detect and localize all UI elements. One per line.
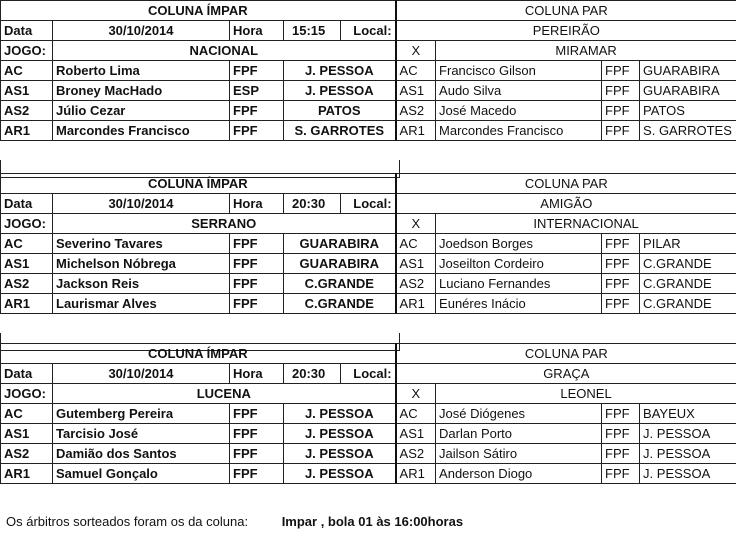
- par-role: AS2: [396, 101, 436, 121]
- draw-result: [6, 514, 463, 529]
- impar-city: C.GRANDE: [284, 274, 396, 294]
- impar-city: C.GRANDE: [284, 294, 396, 314]
- par-role: AR1: [396, 294, 436, 314]
- match-time: 20:30: [284, 364, 341, 383]
- par-role: AC: [396, 234, 436, 254]
- par-federation: FPF: [602, 274, 640, 294]
- impar-role: AC: [1, 61, 53, 81]
- time-label: Hora: [230, 364, 284, 384]
- draw-result-value: Impar , bola 01 às 16:00horas: [281, 514, 464, 529]
- impar-referee-name: Michelson Nóbrega: [53, 254, 230, 274]
- home-team: LUCENA: [53, 384, 396, 404]
- impar-city: J. PESSOA: [284, 424, 396, 444]
- par-federation: FPF: [602, 294, 640, 314]
- par-federation: FPF: [602, 444, 640, 464]
- match-time: 20:30: [284, 194, 341, 213]
- impar-role: AS2: [1, 101, 53, 121]
- time-label: Hora: [230, 21, 284, 41]
- par-referee-name: Joseilton Cordeiro: [436, 254, 602, 274]
- impar-role: AC: [1, 234, 53, 254]
- par-role: AC: [396, 61, 436, 81]
- par-role: AS1: [396, 81, 436, 101]
- impar-city: GUARABIRA: [284, 234, 396, 254]
- par-city: C.GRANDE: [640, 274, 736, 294]
- par-city: J. PESSOA: [640, 464, 736, 484]
- impar-column-title: COLUNA ÍMPAR: [1, 344, 396, 364]
- draw-result-label: Os árbitros sorteados foram os da coluna:: [6, 514, 249, 529]
- away-team: MIRAMAR: [436, 41, 736, 61]
- par-city: C.GRANDE: [640, 294, 736, 314]
- match-venue: GRAÇA: [396, 364, 736, 384]
- time-label: Hora: [230, 194, 284, 214]
- par-city: J. PESSOA: [640, 444, 736, 464]
- time-local-cell: [284, 194, 396, 214]
- impar-federation: FPF: [230, 234, 284, 254]
- date-label: Data: [1, 364, 53, 384]
- par-city: GUARABIRA: [640, 81, 736, 101]
- impar-city: J. PESSOA: [284, 61, 396, 81]
- par-column-title: COLUNA PAR: [396, 174, 736, 194]
- impar-federation: FPF: [230, 274, 284, 294]
- impar-referee-name: Laurismar Alves: [53, 294, 230, 314]
- match-label: JOGO:: [1, 384, 53, 404]
- impar-federation: ESP: [230, 81, 284, 101]
- impar-referee-name: Gutemberg Pereira: [53, 404, 230, 424]
- par-referee-name: Luciano Fernandes: [436, 274, 602, 294]
- impar-city: PATOS: [284, 101, 396, 121]
- par-role: AS2: [396, 444, 436, 464]
- impar-city: J. PESSOA: [284, 404, 396, 424]
- impar-federation: FPF: [230, 404, 284, 424]
- match-date: 30/10/2014: [53, 21, 230, 41]
- impar-city: GUARABIRA: [284, 254, 396, 274]
- impar-referee-name: Júlio Cezar: [53, 101, 230, 121]
- impar-referee-name: Jackson Reis: [53, 274, 230, 294]
- impar-referee-name: Damião dos Santos: [53, 444, 230, 464]
- match-venue: AMIGÃO: [396, 194, 736, 214]
- par-federation: FPF: [602, 81, 640, 101]
- impar-referee-name: Samuel Gonçalo: [53, 464, 230, 484]
- par-referee-name: Marcondes Francisco: [436, 121, 602, 141]
- impar-city: J. PESSOA: [284, 444, 396, 464]
- date-label: Data: [1, 194, 53, 214]
- local-label: Local:: [353, 23, 392, 38]
- impar-role: AS2: [1, 444, 53, 464]
- time-local-cell: [284, 21, 396, 41]
- impar-role: AR1: [1, 464, 53, 484]
- impar-role: AS1: [1, 254, 53, 274]
- par-federation: FPF: [602, 121, 640, 141]
- local-label: Local:: [353, 196, 392, 211]
- impar-federation: FPF: [230, 294, 284, 314]
- impar-federation: FPF: [230, 424, 284, 444]
- match-label: JOGO:: [1, 214, 53, 234]
- impar-role: AR1: [1, 121, 53, 141]
- par-federation: FPF: [602, 101, 640, 121]
- par-role: AC: [396, 404, 436, 424]
- home-team: NACIONAL: [53, 41, 396, 61]
- par-city: BAYEUX: [640, 404, 736, 424]
- impar-column-title: COLUNA ÍMPAR: [1, 174, 396, 194]
- par-referee-name: José Macedo: [436, 101, 602, 121]
- par-city: PILAR: [640, 234, 736, 254]
- away-team: INTERNACIONAL: [436, 214, 736, 234]
- versus-marker: X: [396, 384, 436, 404]
- match-time: 15:15: [284, 21, 341, 40]
- par-referee-name: Francisco Gilson: [436, 61, 602, 81]
- par-federation: FPF: [602, 61, 640, 81]
- impar-federation: FPF: [230, 101, 284, 121]
- par-role: AS1: [396, 254, 436, 274]
- impar-role: AS1: [1, 81, 53, 101]
- impar-federation: FPF: [230, 121, 284, 141]
- par-federation: FPF: [602, 254, 640, 274]
- par-referee-name: José Diógenes: [436, 404, 602, 424]
- impar-federation: FPF: [230, 444, 284, 464]
- match-venue: PEREIRÃO: [396, 21, 736, 41]
- par-city: C.GRANDE: [640, 254, 736, 274]
- scale-table: [0, 0, 736, 141]
- impar-role: AR1: [1, 294, 53, 314]
- impar-federation: FPF: [230, 254, 284, 274]
- match-label: JOGO:: [1, 41, 53, 61]
- par-federation: FPF: [602, 464, 640, 484]
- away-team: LEONEL: [436, 384, 736, 404]
- home-team: SERRANO: [53, 214, 396, 234]
- impar-city: J. PESSOA: [284, 81, 396, 101]
- par-referee-name: Jailson Sátiro: [436, 444, 602, 464]
- match-date: 30/10/2014: [53, 364, 230, 384]
- par-role: AS2: [396, 274, 436, 294]
- impar-role: AC: [1, 404, 53, 424]
- par-column-title: COLUNA PAR: [396, 1, 736, 21]
- impar-referee-name: Roberto Lima: [53, 61, 230, 81]
- par-federation: FPF: [602, 234, 640, 254]
- versus-marker: X: [396, 41, 436, 61]
- par-city: PATOS: [640, 101, 736, 121]
- impar-federation: FPF: [230, 464, 284, 484]
- impar-role: AS2: [1, 274, 53, 294]
- impar-city: S. GARROTES: [284, 121, 396, 141]
- par-referee-name: Audo Silva: [436, 81, 602, 101]
- impar-referee-name: Broney MacHado: [53, 81, 230, 101]
- par-referee-name: Darlan Porto: [436, 424, 602, 444]
- par-role: AR1: [396, 464, 436, 484]
- par-referee-name: Eunéres Inácio: [436, 294, 602, 314]
- impar-column-title: COLUNA ÍMPAR: [1, 1, 396, 21]
- par-city: GUARABIRA: [640, 61, 736, 81]
- impar-city: J. PESSOA: [284, 464, 396, 484]
- local-label: Local:: [353, 366, 392, 381]
- scale-table: [0, 173, 736, 314]
- date-label: Data: [1, 21, 53, 41]
- impar-federation: FPF: [230, 61, 284, 81]
- par-column-title: COLUNA PAR: [396, 344, 736, 364]
- par-federation: FPF: [602, 424, 640, 444]
- impar-role: AS1: [1, 424, 53, 444]
- par-referee-name: Anderson Diogo: [436, 464, 602, 484]
- par-role: AR1: [396, 121, 436, 141]
- match-date: 30/10/2014: [53, 194, 230, 214]
- versus-marker: X: [396, 214, 436, 234]
- par-city: S. GARROTES: [640, 121, 736, 141]
- par-referee-name: Joedson Borges: [436, 234, 602, 254]
- scale-table: [0, 343, 736, 484]
- time-local-cell: [284, 364, 396, 384]
- par-city: J. PESSOA: [640, 424, 736, 444]
- par-role: AS1: [396, 424, 436, 444]
- impar-referee-name: Tarcisio José: [53, 424, 230, 444]
- impar-referee-name: Severino Tavares: [53, 234, 230, 254]
- par-federation: FPF: [602, 404, 640, 424]
- impar-referee-name: Marcondes Francisco: [53, 121, 230, 141]
